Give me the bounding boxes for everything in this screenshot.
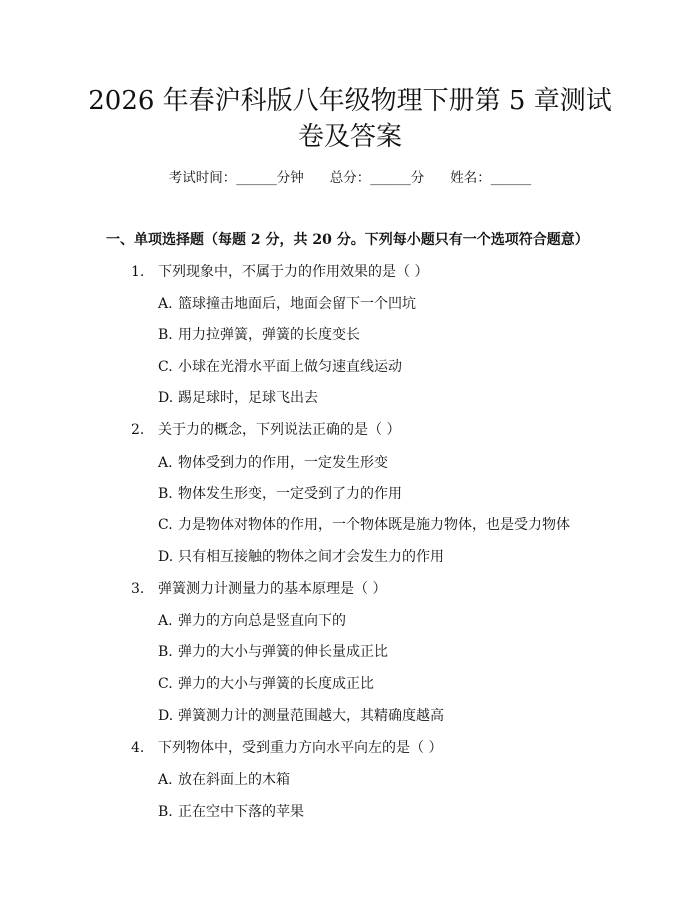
option-text: 物体受到力的作用，一定发生形变	[178, 455, 388, 471]
question-text: 弹簧测力计测量力的基本原理是（ ）	[158, 581, 387, 597]
page-title-line-2: 卷及答案	[297, 122, 402, 152]
question-2-option-a	[158, 453, 388, 473]
question-4-option-a	[158, 770, 290, 790]
option-text: 踢足球时，足球飞出去	[178, 390, 318, 406]
question-3-option-b	[158, 642, 388, 662]
option-text: 弹力的大小与弹簧的伸长量成正比	[178, 644, 388, 660]
page-title-line-1: 2026 年春沪科版八年级物理下册第 5 章测试	[88, 86, 612, 116]
question-1-option-b	[158, 325, 360, 345]
option-text: 篮球撞击地面后，地面会留下一个凹坑	[178, 296, 416, 312]
option-label: B.	[158, 804, 173, 820]
option-label: A.	[158, 455, 173, 471]
question-2	[131, 420, 400, 440]
question-text: 下列物体中，受到重力方向水平向左的是（ ）	[158, 740, 443, 756]
question-4	[131, 738, 442, 758]
question-2-option-c	[158, 515, 570, 535]
option-text: 力是物体对物体的作用，一个物体既是施力物体，也是受力物体	[178, 517, 570, 533]
option-label: C.	[158, 359, 173, 375]
question-number: 4.	[131, 740, 145, 756]
option-text: 弹力的大小与弹簧的长度成正比	[178, 676, 374, 692]
question-3	[131, 579, 386, 599]
question-3-option-a	[158, 611, 346, 631]
question-3-option-d	[158, 706, 444, 726]
exam-info-row	[0, 168, 700, 188]
option-text: 只有相互接触的物体之间才会发生力的作用	[178, 549, 444, 565]
question-number: 1.	[131, 264, 145, 280]
option-label: B.	[158, 327, 173, 343]
question-text: 关于力的概念，下列说法正确的是（ ）	[158, 422, 401, 438]
question-number: 2.	[131, 422, 145, 438]
option-text: 正在空中下落的苹果	[178, 804, 304, 820]
option-text: 弹力的方向总是竖直向下的	[178, 613, 346, 629]
question-4-option-b	[158, 802, 304, 822]
total-score-field: 总分：______分	[329, 170, 425, 186]
option-label: B.	[158, 486, 173, 502]
question-1-option-c	[158, 357, 402, 377]
question-1	[131, 262, 428, 282]
option-text: 放在斜面上的木箱	[178, 772, 290, 788]
option-label: A.	[158, 613, 173, 629]
section-heading-single-choice: 一、单项选择题（每题 2 分，共 20 分。下列每小题只有一个选项符合题意）	[106, 232, 589, 248]
option-text: 弹簧测力计的测量范围越大，其精确度越高	[178, 708, 444, 724]
student-name-field: 姓名：______	[450, 170, 532, 186]
option-label: B.	[158, 644, 173, 660]
question-1-option-a	[158, 294, 416, 314]
option-label: D.	[158, 708, 174, 724]
question-text: 下列现象中，不属于力的作用效果的是（ ）	[158, 264, 429, 280]
exam-time-field: 考试时间：______分钟	[168, 170, 304, 186]
option-label: C.	[158, 676, 173, 692]
option-label: A.	[158, 772, 173, 788]
option-text: 小球在光滑水平面上做匀速直线运动	[178, 359, 402, 375]
question-number: 3.	[131, 581, 145, 597]
option-text: 物体发生形变，一定受到了力的作用	[178, 486, 402, 502]
option-label: D.	[158, 549, 174, 565]
question-2-option-d	[158, 547, 444, 567]
option-text: 用力拉弹簧，弹簧的长度变长	[178, 327, 360, 343]
question-1-option-d	[158, 388, 318, 408]
option-label: A.	[158, 296, 173, 312]
option-label: C.	[158, 517, 173, 533]
question-2-option-b	[158, 484, 402, 504]
option-label: D.	[158, 390, 174, 406]
question-3-option-c	[158, 674, 374, 694]
